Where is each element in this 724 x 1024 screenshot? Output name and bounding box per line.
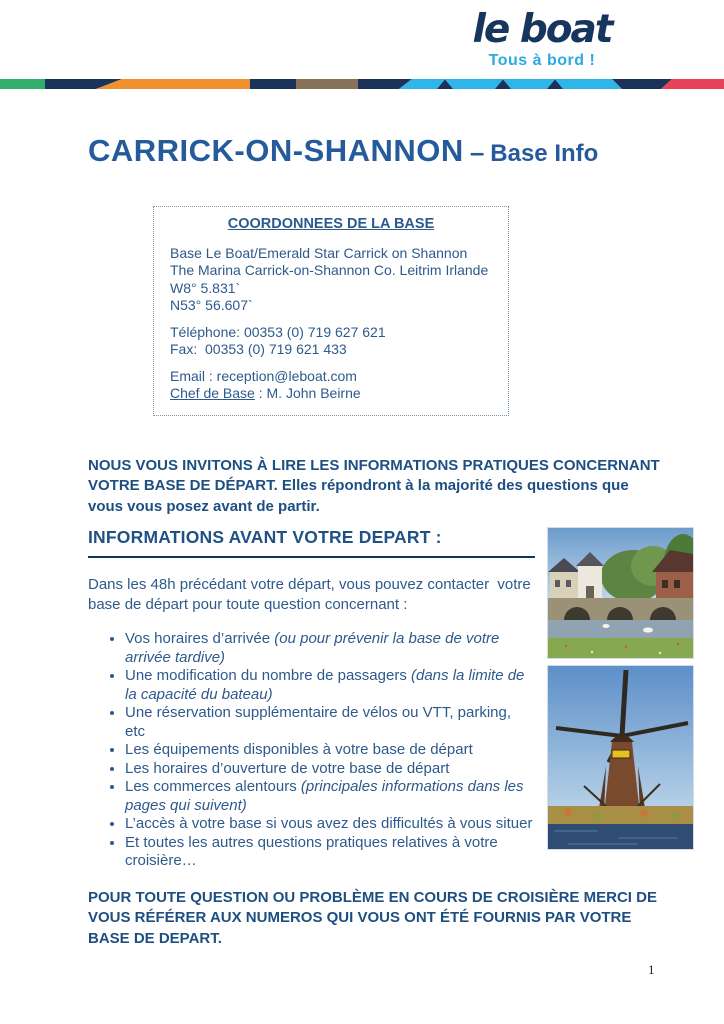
base-manager-name: : M. John Beirne — [254, 385, 361, 401]
content-columns — [88, 527, 694, 871]
list-item: • Les horaires d’ouverture de votre base de départ — [125, 760, 535, 779]
windmill-illustration — [548, 666, 693, 849]
section-heading-departure: INFORMATIONS AVANT VOTRE DEPART : — [88, 527, 535, 558]
base-phone-group — [170, 324, 492, 359]
page-number: 1 — [648, 962, 655, 977]
base-address-group — [170, 245, 492, 315]
windmill-photo — [547, 665, 694, 850]
phone-line: Téléphone: 00353 (0) 719 627 621 — [170, 323, 386, 340]
leboat-logo — [458, 8, 626, 70]
page-title — [88, 132, 724, 169]
base-contact-group — [170, 368, 492, 403]
base-latitude-line: N53° 56.607` — [170, 297, 253, 313]
cruise-problem-note: POUR TOUTE QUESTION OU PROBLÈME EN COURS DE CROISIÈRE MERCI DE VOUS RÉFÉRER AUX NUMEROS QUI VOUS ONT ÉTÉ FOURNIS PAR VOTRE BASE DE DEPART. — [88, 888, 662, 947]
stripe-brown-segment — [296, 79, 358, 89]
photo-column — [547, 527, 694, 871]
list-item: • L’accès à votre base si vous avez des difficultés à vous situer — [125, 815, 535, 834]
base-name-line: Base Le Boat/Emerald Star Carrick on Shannon — [170, 244, 468, 261]
leboat-tagline: Tous à bord ! — [488, 52, 596, 69]
base-manager-label: Chef de Base — [170, 385, 255, 401]
intro-paragraph: NOUS VOUS INVITONS À LIRE LES INFORMATIONS PRATIQUES CONCERNANT VOTRE BASE DE DÉPART. Elles répondront à la majorité des questions que vous vous posez avant de partir. — [88, 456, 664, 515]
departure-lead-paragraph: Dans les 48h précédant votre départ, vous pouvez contacter votre base de départ pour toute question concernant : — [88, 576, 535, 613]
leboat-logo-text: le boat — [472, 7, 612, 52]
page-title-separator: – — [469, 137, 485, 167]
stripe-green-segment — [0, 79, 45, 89]
base-manager-line — [170, 385, 492, 403]
page-title-sub: Base Info — [490, 140, 599, 167]
email-line: Email : reception@leboat.com — [170, 367, 357, 384]
pre-departure-checklist — [88, 630, 535, 871]
coordinates-heading: COORDONNEES DE LA BASE — [227, 216, 435, 232]
list-item: • Les commerces alentours (principales informations dans les pages qui suivent) — [125, 778, 535, 815]
page-header — [0, 0, 724, 89]
list-item: • Une modification du nombre de passagers (dans la limite de la capacité du bateau) — [125, 667, 535, 704]
list-item: • Et toutes les autres questions pratiques relatives à votre croisière… — [125, 834, 535, 871]
canal-bridge-illustration — [548, 528, 693, 658]
list-item: • Une réservation supplémentaire de vélos ou VTT, parking, etc — [125, 704, 535, 741]
text-column — [88, 527, 535, 871]
list-item: • Les équipements disponibles à votre base de départ — [125, 741, 535, 760]
base-longitude-line: W8° 5.831` — [170, 279, 241, 296]
fax-line: Fax: 00353 (0) 719 621 433 — [170, 341, 347, 357]
base-coordinates-box — [153, 206, 509, 416]
canal-bridge-photo — [547, 527, 694, 659]
stripe-orange-segment — [96, 79, 250, 89]
stripe-navy-segment — [250, 79, 296, 89]
list-item: • Vos horaires d’arrivée (ou pour prévenir la base de votre arrivée tardive) — [125, 630, 535, 667]
stripe-lightblue-segment — [399, 79, 622, 89]
base-street-line: The Marina Carrick-on-Shannon Co. Leitrim Irlande — [170, 262, 489, 278]
brand-stripe-decoration — [0, 79, 724, 89]
stripe-red-segment — [661, 79, 724, 89]
page-title-main: CARRICK-ON-SHANNON — [88, 133, 464, 168]
